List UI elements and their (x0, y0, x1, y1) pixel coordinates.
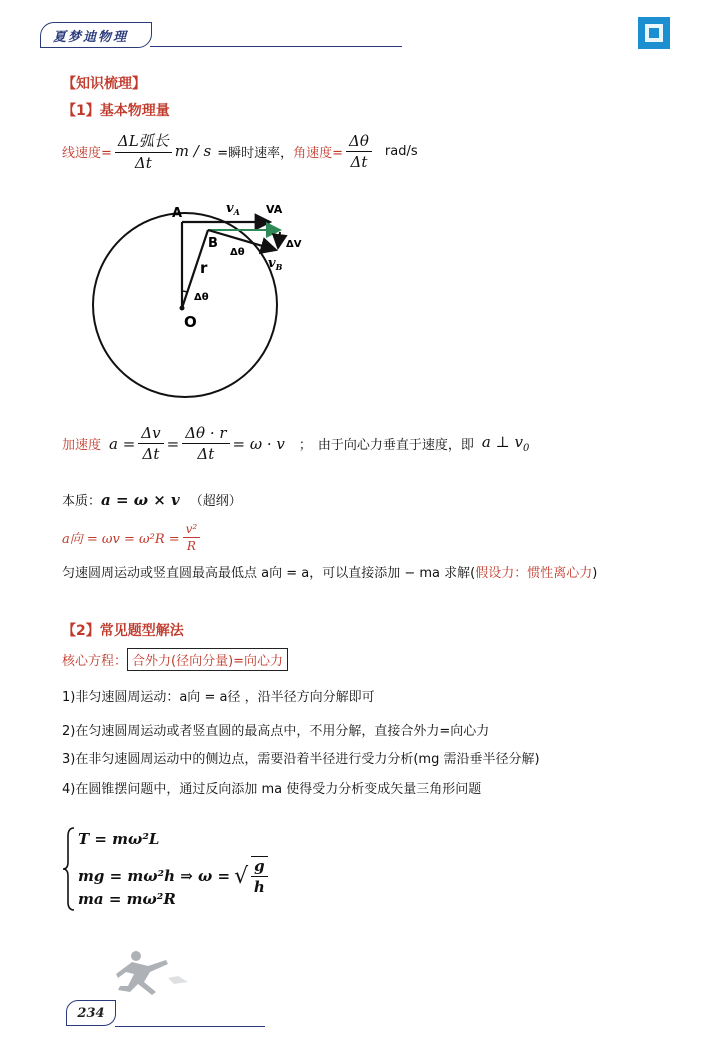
line-speed-den: Δt (134, 154, 152, 172)
essence-note: （超纲） (189, 494, 242, 509)
centripetal-fraction (183, 522, 201, 553)
sqrt-den: h (253, 878, 265, 896)
acceleration-f2-num: Δθ · r (182, 424, 229, 444)
acceleration-fraction-2 (182, 424, 229, 463)
label-A: A (172, 206, 183, 221)
line-speed-label: 线速度= (62, 145, 112, 161)
acceleration-tail: = ω · v (232, 434, 285, 453)
corner-logo-icon (637, 16, 671, 50)
acceleration-label: 加速度 (62, 438, 102, 453)
runner-decoration-icon (108, 948, 198, 1000)
label-r: r (200, 259, 208, 277)
section-title: 【知识梳理】 (62, 76, 146, 92)
centripetal-formula: a向 = ωv = ω²R = (62, 532, 180, 547)
system-eq2: mg = mω²h ⇒ ω = (78, 867, 231, 885)
page-number-badge (66, 1000, 116, 1026)
center-point (180, 306, 185, 311)
uniform-text: 匀速圆周运动或竖直圆最高最低点 a向 = a，可以直接添加 − ma 求解( (62, 566, 476, 581)
angular-speed-unit: rad/s (384, 143, 418, 159)
subsection-1-title: 【1】基本物理量 (62, 103, 170, 119)
uniform-red: 假设力：惯性离心力 (475, 566, 593, 581)
system-eq1: T = mω²L (78, 830, 160, 848)
perpendicular-formula: a ⊥ $v_0$ (481, 433, 530, 454)
page-number: 234 (77, 1005, 105, 1021)
core-label: 核心方程： (62, 654, 128, 669)
label-vB: $v_B$ (268, 256, 283, 272)
uniform-motion-line (62, 562, 597, 581)
angular-speed-fraction (346, 132, 372, 171)
label-B: B (208, 236, 218, 251)
angular-speed-num: Δθ (346, 132, 372, 152)
core-equation-row (62, 648, 288, 671)
label-dtheta-center: Δθ (194, 292, 209, 303)
centripetal-den: R (186, 539, 196, 553)
core-boxed: 合外力(径向分量)=向心力 (127, 648, 288, 671)
line-speed-num: ΔL弧长 (115, 130, 172, 153)
item-4: 4)在圆锥摆问题中，通过反向添加 ma 使得受力分析变成矢量三角形问题 (62, 782, 482, 797)
line-speed-fraction (115, 130, 172, 172)
essence-label: 本质： (62, 494, 102, 509)
item-3: 3)在非匀速圆周运动中的侧边点，需要沿着半径进行受力分析(mg 需沿垂半径分解) (62, 752, 540, 767)
system-brace-icon (62, 826, 76, 912)
subsection-2-title: 【2】常见题型解法 (62, 623, 184, 639)
acceleration-sep: ； (298, 438, 312, 453)
sqrt-fraction (251, 856, 268, 896)
item-2: 2)在匀速圆周运动或者竖直圆的最高点中，不用分解，直接合外力=向心力 (62, 724, 490, 739)
trajectory-circle (93, 213, 277, 397)
acceleration-row: 加速度 a = $\frac{\Delta v}{\Delta t}$ = $\frac{\Delta\theta \cdot r}{\Delta t}$ = ω · v ； 由于向心力垂直于速度，即 a ⊥ $v_0$ (62, 424, 530, 463)
acceleration-f1-den: Δt (142, 445, 160, 463)
brand-badge (40, 22, 152, 48)
item-1: 1)非匀速圆周运动：a向 = a径 ，沿半径方向分解即可 (62, 690, 375, 705)
angular-speed-den: Δt (350, 152, 368, 171)
label-VA: VA (266, 203, 283, 216)
acceleration-text: 由于向心力垂直于速度，即 (317, 438, 474, 453)
sqrt-icon: √ (234, 863, 249, 889)
angular-speed-label: 角速度= (293, 145, 344, 161)
acceleration-f1-num: Δv (138, 424, 163, 444)
delta-v-arrow (278, 232, 280, 248)
header-rule (150, 46, 402, 47)
brand-text: 夏梦迪物理 (53, 29, 129, 45)
uniform-end: ) (592, 566, 598, 581)
label-vA: $v_A$ (226, 201, 240, 217)
line-speed-desc: =瞬时速率， (217, 145, 294, 161)
circular-motion-diagram (90, 195, 320, 405)
acceleration-a: a = (109, 434, 136, 453)
acceleration-fraction-1 (138, 424, 163, 463)
essence-row (62, 490, 242, 509)
label-dtheta-top: Δθ (230, 247, 245, 258)
footer-rule (115, 1026, 265, 1027)
sqrt-num: g (251, 857, 268, 877)
essence-formula: a = ω × v (101, 490, 180, 509)
centripetal-num: v² (183, 522, 201, 538)
label-dv: ΔV (286, 239, 302, 250)
label-O: O (184, 313, 197, 331)
centripetal-row (62, 522, 203, 553)
system-eq3: ma = mω²R (78, 890, 176, 908)
line-speed-row (62, 130, 418, 172)
line-speed-unit: m / s (174, 142, 212, 160)
acceleration-f2-den: Δt (197, 445, 215, 463)
